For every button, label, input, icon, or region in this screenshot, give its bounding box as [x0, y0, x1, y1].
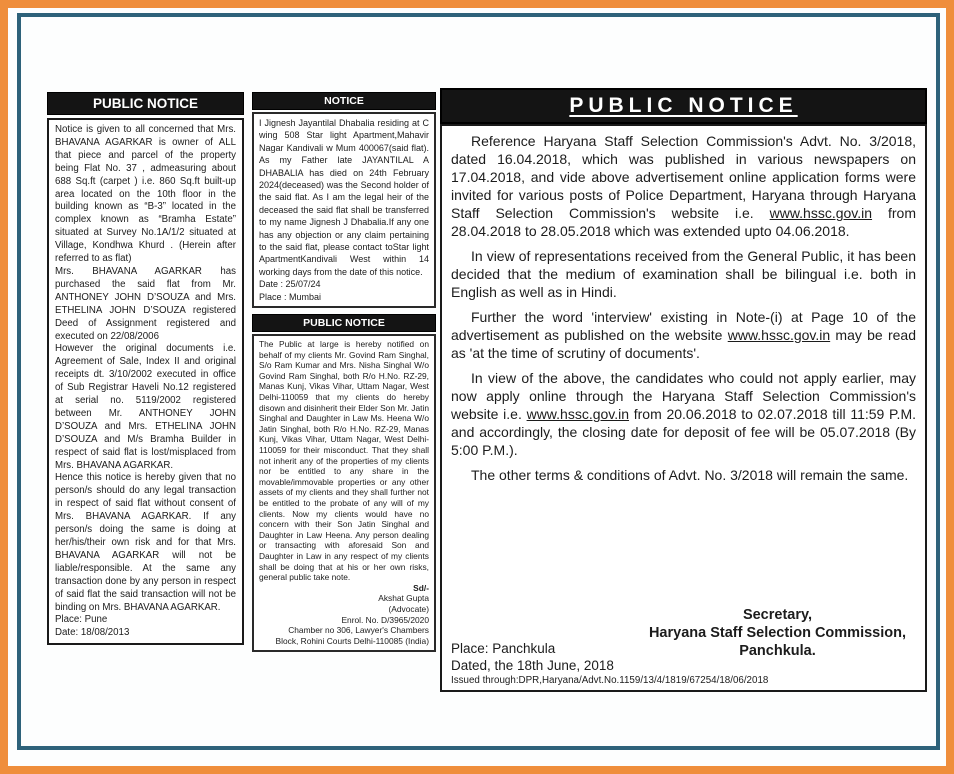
notice-title: PUBLIC NOTICE [569, 94, 798, 117]
notice-paragraph: The Public at large is hereby notified on behalf of my clients Mr. Govind Ram Singhal, S/o Ram Kumar and Mrs. Nisha Singhal W/o Govind Ram Singhal, both R/o H.No. RZ-29, Manas Kunj, Vikas Vihar, Uttam Nagar, West Delhi-110059 that my clients do hereby disown and disinherit their Elder Son Mr. Jatin Singhal and Daughter in Law Ms. Heena W/o Jatin Singhal, both R/o H.No. RZ-29, Manas Kunj, Vikas Vihar, Uttam Nagar, West Delhi-110059 for their misconduct. That they shall not inherit any of the properties of my clients nor be entitled to any share in the movable/immovable properties or any other assets of my clients and they shall further not be entitled to the probate of any will of my clients. Now my clients would have no concern with their Son Jatin Singhal and Daughter in Law Heena. Any person dealing or transacting with aforesaid Son and Daughter in Law in any respect of my clients shall be doing that at his or her own risks, general public take note. [259, 339, 429, 583]
notice-paragraph: However the original documents i.e. Agreement of Sale, Index II and original receipts dt. 3/10/2002 executed in office of Sub Registrar Haveli No.12 registered at serial no. 5119/2002 registered between Mr. ANTHONEY JOHN D’SOUZA and Mrs. ETHELINA JOHN D’SOUZA and M/s Bramha Builder in respect of said flat is lost/misplaced from Mrs. BHAVANA AGARKAR. [55, 343, 236, 471]
notice-hssc-title-bar [440, 88, 927, 124]
issued-through-line: Issued through:DPR,Haryana/Advt.No.1159/13/4/1819/67254/18/06/2018 [451, 675, 769, 686]
paragraph-text: Further the word 'interview' existing in Note-(i) at Page 10 of the advertisement as published on the website [451, 309, 916, 343]
signature-line: Block, Rohini Courts Delhi-110085 (India) [275, 635, 429, 646]
signature-line: Secretary, [742, 607, 812, 623]
notice-place: Place : Mumbai [259, 291, 322, 302]
notice-date: Date : 25/07/24 [259, 279, 321, 290]
notice-paragraph: Mrs. BHAVANA AGARKAR has purchased the said flat from Mr. ANTHONEY JOHN D’SOUZA and Mrs. ETHELINA JOHN D’SOUZA registered Deed of Assignment registered and executed on 22/08/2006 [55, 265, 236, 342]
paragraph-text: from 28.04.2018 to 28.05.2018 which was extended upto 04.06.2018. [451, 205, 916, 239]
paragraph-text: In view of the above, the candidates who could not apply earlier, may now apply online through the Haryana Staff Selection Commission's website i.e. [451, 370, 916, 422]
notice-agarkar [47, 92, 244, 645]
notice-hssc-body [440, 124, 927, 692]
place-date-block [451, 640, 614, 674]
notice-dhabalia-body [252, 112, 436, 308]
notice-footer [451, 606, 916, 674]
notice-singhal-title-bar [252, 314, 436, 332]
paragraph-text: may be read as 'at the time of scrutiny of documents'. [451, 327, 916, 361]
notice-place: Place: Pune [55, 614, 108, 626]
notice-agarkar-body [47, 118, 244, 645]
signature-line: Haryana Staff Selection Commission, [648, 625, 906, 641]
signature-line: Panchkula. [739, 643, 816, 659]
notice-title: PUBLIC NOTICE [92, 96, 198, 111]
paragraph-text: from 20.06.2018 to 02.07.2018 till 11:59 P.M. and accordingly, the closing date for deposit of fee will be 05.07.2018 (By 5:00 P.M.). [451, 406, 916, 458]
signature-line: Chamber no 306, Lawyer's Chambers [288, 625, 429, 636]
signature-line: Akshat Gupta [378, 593, 429, 604]
signature-line: Sd/- [413, 582, 429, 593]
notice-paragraph [451, 308, 916, 362]
signature-line: (Advocate) [388, 603, 429, 614]
notice-paragraph: Hence this notice is hereby given that no person/s should do any legal transaction in respect of said flat without consent of Mrs. BHAVANA AGARKAR. If any person/s doing the same is doing at her/his/their own risk and for that Mrs. BHAVANA AGARKAR will not be liable/responsible. At the same any transaction done by any person in respect of said flat the said transaction will not be binding on Mrs. BHAVANA AGARKAR. [55, 472, 236, 613]
website-link-text: www.hssc.gov.in [727, 327, 831, 343]
notice-dhabalia-title-bar [252, 92, 436, 110]
notice-paragraph [451, 369, 916, 459]
middle-column [252, 92, 436, 652]
paragraph-text: Reference Haryana Staff Selection Commission's Advt. No. 3/2018, dated 16.04.2018, which was published in various newspapers on 17.04.2018, and vide above advertisement online application forms were invited for various posts of Police Department, Haryana through Haryana Staff Selection Commission's website i.e. [451, 133, 916, 221]
notice-paragraph: The other terms & conditions of Advt. No. 3/2018 will remain the same. [471, 467, 909, 483]
notice-paragraph: In view of representations received from the General Public, it has been decided that the medium of examination shall be bilingual i.e. both in English as well as in Hindi. [451, 248, 916, 300]
notice-date: Dated, the 18th June, 2018 [451, 658, 614, 673]
notice-singhal-body [252, 334, 436, 652]
signature-line: Enrol. No. D/3965/2020 [341, 614, 429, 625]
notice-place: Place: Panchkula [451, 641, 556, 656]
notice-paragraph: Notice is given to all concerned that Mrs. BHAVANA AGARKAR is owner of ALL that piece and parcel of the property being Flat No. 37 , admeasuring about 688 Sq.ft (carpet ) i.e. 860 Sq.ft built-up area located on the 10th floor in the building known as “B-3” located in the complex known as “Bramha Estate” situated at Survey No.1A/1/2 situated at Village, Kondhwa Khurd . (Herein after referred to as flat) [55, 124, 236, 265]
notice-paragraph [451, 132, 916, 240]
notice-title: NOTICE [324, 95, 364, 107]
website-link-text: www.hssc.gov.in [769, 205, 873, 221]
notice-date: Date: 18/08/2013 [55, 627, 130, 639]
notice-title: PUBLIC NOTICE [303, 317, 385, 330]
signature-block [259, 583, 429, 647]
notice-hssc [440, 88, 927, 692]
notice-agarkar-title-bar [47, 92, 244, 115]
website-link-text: www.hssc.gov.in [526, 406, 630, 422]
notice-singhal [252, 314, 436, 652]
signature-block [649, 606, 906, 660]
notice-dhabalia [252, 92, 436, 308]
notice-paragraph: I Jignesh Jayantilal Dhabalia residing at C wing 508 Star light Apartment,Mahavir Nagar Kandivali w Mum 400067(said flat). As my Father late JAYANTILAL A DHABALIA has died on 24th February 2024(deceased) was the Second holder of the said flat. As I am the legal heir of the deceased the said flat shall be transferred to my name Jignesh J Dhabalia.If any one has any objection or any claim pertaining to the said flat, please contact toStar light ApartmentKandivali West within 14 working days from the date of this notice. [259, 118, 429, 277]
